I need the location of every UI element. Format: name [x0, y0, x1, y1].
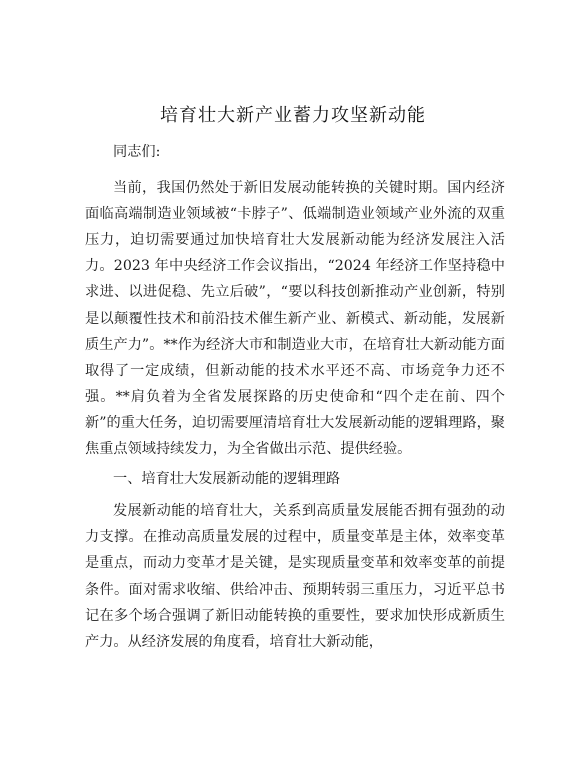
- document-title: 培育壮大新产业蓄力攻坚新动能: [160, 105, 426, 126]
- document-body: [85, 139, 505, 655]
- paragraph-intro: 当前，我国仍然处于新旧发展动能转换的关键时期。国内经济面临高端制造业领域被“卡脖子”、低端制造业领域产业外流的双重压力，迫切需要通过加快培育壮大发展新动能为经济发展注入活力。2023 年中央经济工作会议指出，“2024 年经济工作坚持稳中求进、以进促稳、先立后破”，“要以科技创新推动产业创新，特别是以颠覆性技术和前沿技术催生新产业、新模式、新动能，发展新质生产力”。**作为经济大市和制造业大市，在培育壮大新动能方面取得了一定成绩，但新动能的技术水平还不高、市场竞争力还不强。**肩负着为全省发展探路的历史使命和“四个走在前、四个新”的重大任务，迫切需要厘清培育壮大发展新动能的逻辑理路，聚焦重点领域持续发力，为全省做出示范、提供经验。: [85, 180, 505, 458]
- greeting: 同志们:: [113, 144, 161, 160]
- section-heading-1: 一、培育壮大发展新动能的逻辑理路: [113, 471, 341, 488]
- paragraph-section-1: 发展新动能的培育壮大，关系到高质量发展能否拥有强劲的动力支撑。在推动高质量发展的过程中，质量变革是主体，效率变革是重点，而动力变革才是关键，是实现质量变革和效率变革的前提条件。面对需求收缩、供给冲击、预期转弱三重压力，习近平总书记在多个场合强调了新旧动能转换的重要性，要求加快形成新质生产力。从经济发展的角度看，培育壮大新动能，: [85, 503, 505, 650]
